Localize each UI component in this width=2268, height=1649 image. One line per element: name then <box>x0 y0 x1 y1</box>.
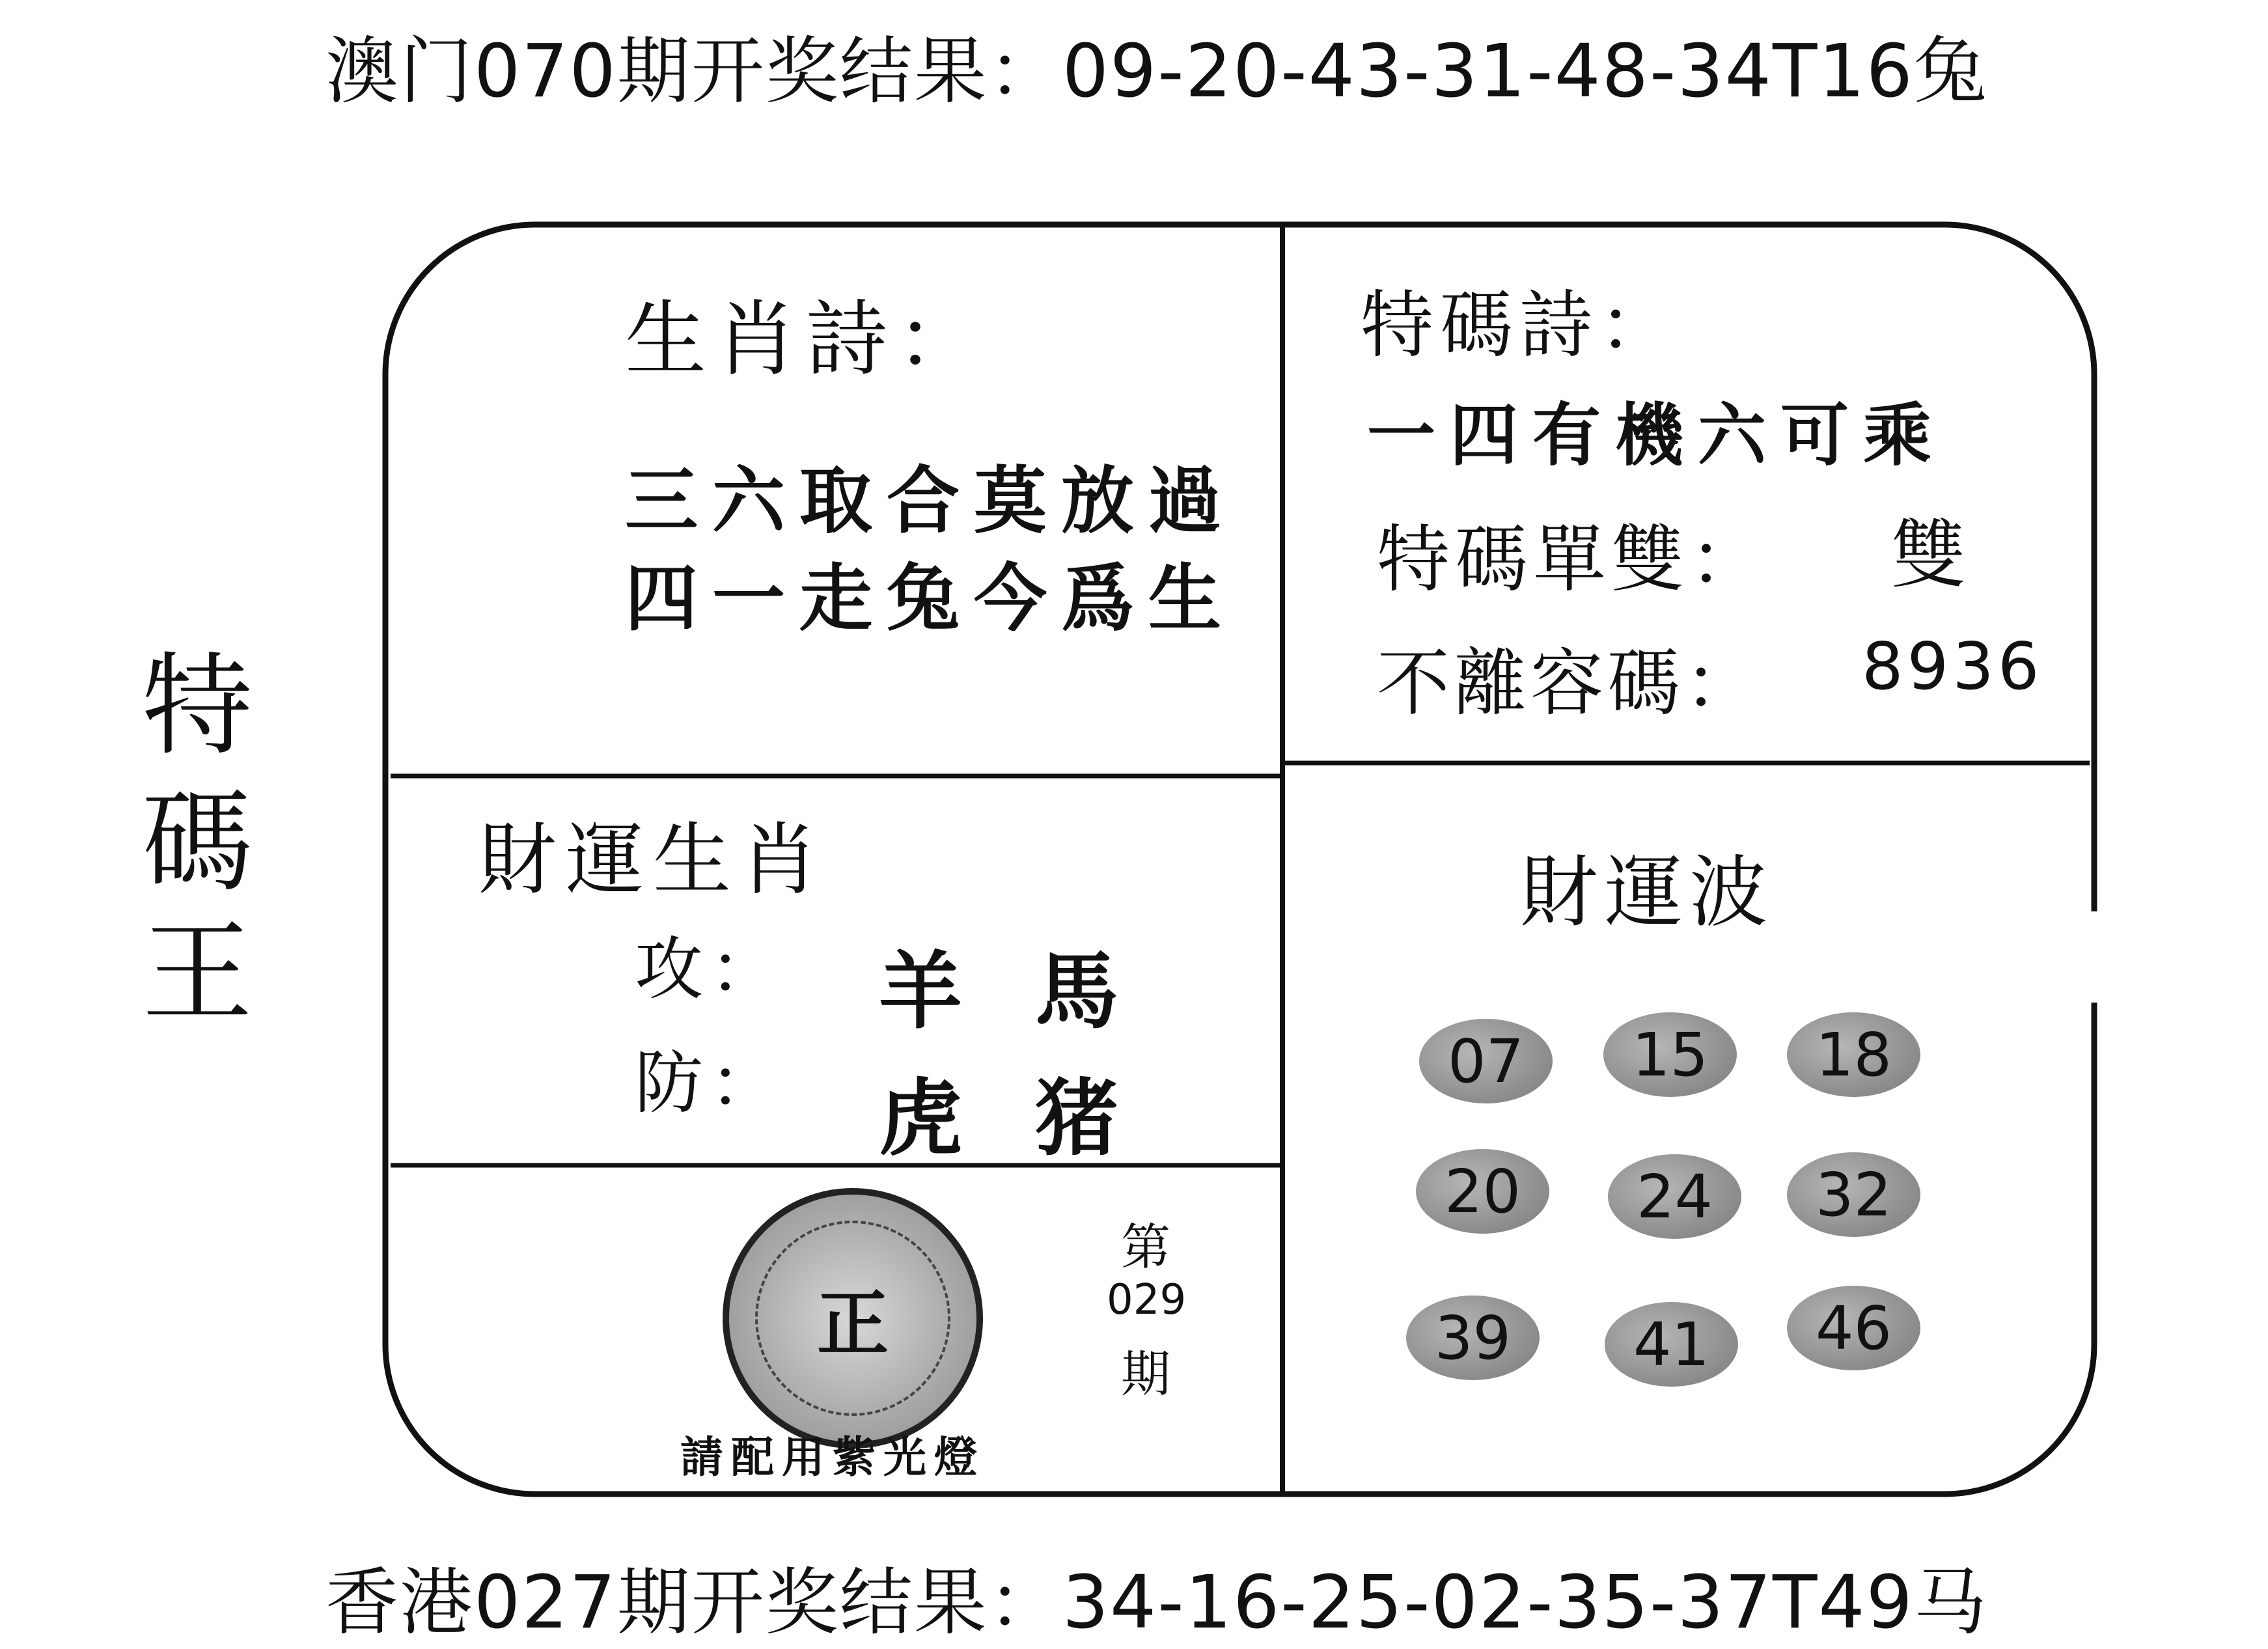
uv-light-note: 請配用紫光燈 <box>680 1432 985 1482</box>
wave-number-ball: 46 <box>1787 1286 1920 1370</box>
side-title-char-1: 特 <box>142 642 253 771</box>
macau-result-line: 澳门070期开奖结果：09-20-43-31-48-34T16兔 <box>325 29 1988 114</box>
seal-center-char: 正 <box>817 1282 889 1366</box>
issue-suffix: 期 <box>1121 1345 1170 1403</box>
zodiac-poem-heading: 生肖詩： <box>625 292 987 387</box>
side-title-char-2: 碼 <box>142 779 253 908</box>
attack-label: 攻： <box>635 930 785 1009</box>
defend-zodiac-2: 猪 <box>1035 1070 1119 1167</box>
odd-even-value: 雙 <box>1891 512 1967 599</box>
special-poem-heading: 特碼詩： <box>1361 283 1678 368</box>
odd-even-label: 特碼單雙： <box>1377 518 1767 602</box>
fortune-wave-heading: 財運波 <box>1520 848 1774 938</box>
issue-number: 029 <box>1107 1276 1187 1324</box>
zodiac-poem-line-2: 四一走兔今爲生 <box>625 556 1236 641</box>
defend-label: 防： <box>635 1044 785 1123</box>
authenticity-seal <box>723 1188 983 1448</box>
attack-zodiac-2: 馬 <box>1035 943 1119 1040</box>
defend-zodiac-1: 虎 <box>879 1070 963 1167</box>
keep-number-value: 8936 <box>1862 628 2043 704</box>
zodiac-poem-line-1: 三六取合莫放過 <box>625 458 1236 544</box>
wave-number-ball: 39 <box>1406 1296 1540 1380</box>
wave-number-ball: 24 <box>1608 1154 1741 1239</box>
issue-prefix: 第 <box>1121 1218 1170 1276</box>
keep-number-label: 不離容碼： <box>1377 641 1761 726</box>
wave-number-ball: 41 <box>1605 1302 1738 1387</box>
wave-number-ball: 15 <box>1603 1012 1737 1097</box>
wave-number-ball: 07 <box>1419 1019 1553 1103</box>
side-title-char-3: 王 <box>142 909 253 1038</box>
special-poem-line: 一四有機六可乘 <box>1367 395 1946 475</box>
hongkong-result-line: 香港027期开奖结果：34-16-25-02-35-37T49马 <box>325 1560 1988 1645</box>
wave-number-ball: 18 <box>1787 1012 1920 1097</box>
wave-number-ball: 32 <box>1787 1152 1920 1237</box>
attack-zodiac-1: 羊 <box>879 943 963 1040</box>
fortune-zodiac-heading: 財運生肖 <box>478 815 827 906</box>
wave-number-ball: 20 <box>1416 1149 1549 1234</box>
